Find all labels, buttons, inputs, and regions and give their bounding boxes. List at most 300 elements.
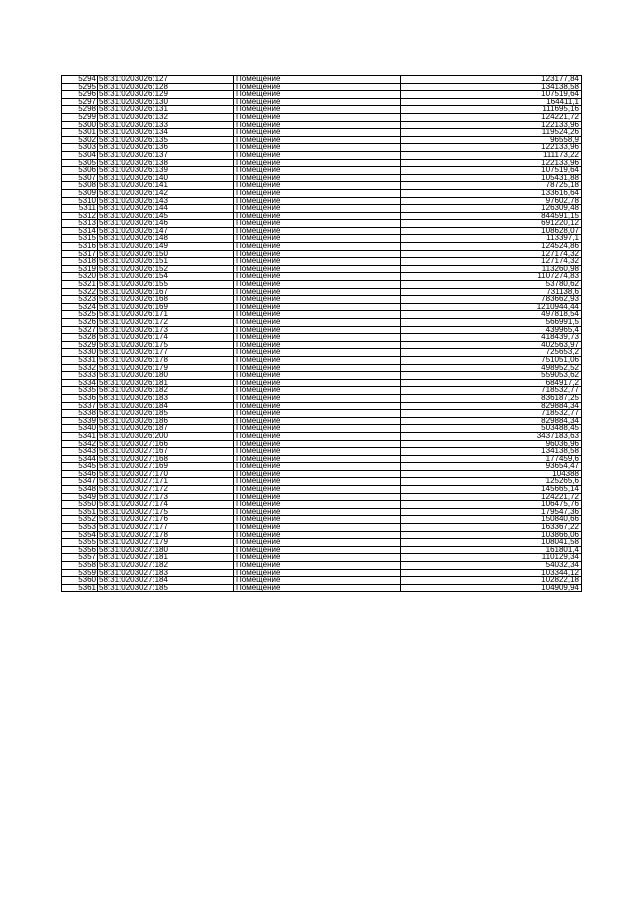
object-type-cell: Помещение — [234, 113, 401, 121]
cadastral-number-cell: 58:31:0203026:171 — [98, 311, 234, 319]
cadastral-value-cell: 104388 — [401, 470, 582, 478]
cadastral-number-cell: 58:31:0203027:172 — [98, 486, 234, 494]
table-row — [62, 493, 582, 501]
cadastral-number-cell: 58:31:0203027:182 — [98, 562, 234, 570]
table-row — [62, 106, 582, 114]
cadastral-number-cell: 58:31:0203027:175 — [98, 508, 234, 516]
table-row — [62, 470, 582, 478]
table-row — [62, 417, 582, 425]
cadastral-value-cell: 126309,48 — [401, 205, 582, 213]
object-type-cell: Помещение — [234, 227, 401, 235]
cadastral-number-cell: 58:31:0203027:183 — [98, 569, 234, 577]
table-row — [62, 288, 582, 296]
row-number-cell: 5322 — [62, 288, 98, 296]
table-row — [62, 524, 582, 532]
object-type-cell: Помещение — [234, 167, 401, 175]
object-type-cell: Помещение — [234, 554, 401, 562]
table-row — [62, 235, 582, 243]
cadastral-number-cell: 58:31:0203026:167 — [98, 288, 234, 296]
table-row — [62, 569, 582, 577]
cadastral-number-cell: 58:31:0203026:149 — [98, 243, 234, 251]
cadastral-value-cell: 497818,54 — [401, 311, 582, 319]
row-number-cell: 5347 — [62, 478, 98, 486]
table-row — [62, 296, 582, 304]
cadastral-number-cell: 58:31:0203026:173 — [98, 326, 234, 334]
cadastral-number-cell: 58:31:0203026:148 — [98, 235, 234, 243]
object-type-cell: Помещение — [234, 182, 401, 190]
cadastral-value-cell: 731138,6 — [401, 288, 582, 296]
table-row — [62, 76, 582, 84]
table-row — [62, 425, 582, 433]
row-number-cell: 5334 — [62, 379, 98, 387]
cadastral-value-cell: 3437183,63 — [401, 432, 582, 440]
cadastral-value-cell: 718532,77 — [401, 410, 582, 418]
row-number-cell: 5337 — [62, 402, 98, 410]
object-type-cell: Помещение — [234, 584, 401, 592]
cadastral-value-cell: 439965,4 — [401, 326, 582, 334]
object-type-cell: Помещение — [234, 379, 401, 387]
cadastral-value-cell: 1107274,83 — [401, 273, 582, 281]
cadastral-value-cell: 134138,58 — [401, 83, 582, 91]
object-type-cell: Помещение — [234, 470, 401, 478]
table-row — [62, 83, 582, 91]
object-type-cell: Помещение — [234, 577, 401, 585]
row-number-cell: 5332 — [62, 364, 98, 372]
cadastral-value-table — [61, 75, 582, 592]
table-row — [62, 387, 582, 395]
cadastral-value-cell: 78725,18 — [401, 182, 582, 190]
table-row — [62, 501, 582, 509]
cadastral-number-cell: 58:31:0203026:177 — [98, 349, 234, 357]
cadastral-value-cell: 124524,86 — [401, 243, 582, 251]
cadastral-number-cell: 58:31:0203026:129 — [98, 91, 234, 99]
table-row — [62, 197, 582, 205]
object-type-cell: Помещение — [234, 189, 401, 197]
table-row — [62, 356, 582, 364]
object-type-cell: Помещение — [234, 394, 401, 402]
cadastral-number-cell: 58:31:0203026:184 — [98, 402, 234, 410]
object-type-cell: Помещение — [234, 144, 401, 152]
cadastral-value-cell: 691220,12 — [401, 220, 582, 228]
row-number-cell: 5326 — [62, 319, 98, 327]
cadastral-number-cell: 58:31:0203027:174 — [98, 501, 234, 509]
row-number-cell: 5302 — [62, 136, 98, 144]
object-type-cell: Помещение — [234, 493, 401, 501]
row-number-cell: 5346 — [62, 470, 98, 478]
cadastral-value-cell: 97602,78 — [401, 197, 582, 205]
object-type-cell: Помещение — [234, 281, 401, 289]
cadastral-number-cell: 58:31:0203026:139 — [98, 167, 234, 175]
object-type-cell: Помещение — [234, 235, 401, 243]
row-number-cell: 5336 — [62, 394, 98, 402]
table-row — [62, 311, 582, 319]
cadastral-value-cell: 119524,26 — [401, 129, 582, 137]
cadastral-number-cell: 58:31:0203026:186 — [98, 417, 234, 425]
table-row — [62, 341, 582, 349]
table-row — [62, 349, 582, 357]
cadastral-value-cell: 145665,14 — [401, 486, 582, 494]
table-row — [62, 265, 582, 273]
table-row — [62, 394, 582, 402]
object-type-cell: Помещение — [234, 508, 401, 516]
row-number-cell: 5316 — [62, 243, 98, 251]
table-row — [62, 121, 582, 129]
row-number-cell: 5355 — [62, 539, 98, 547]
cadastral-number-cell: 58:31:0203026:169 — [98, 303, 234, 311]
table-row — [62, 113, 582, 121]
cadastral-number-cell: 58:31:0203026:155 — [98, 281, 234, 289]
table-row — [62, 91, 582, 99]
cadastral-number-cell: 58:31:0203027:171 — [98, 478, 234, 486]
table-row — [62, 136, 582, 144]
object-type-cell: Помещение — [234, 106, 401, 114]
object-type-cell: Помещение — [234, 151, 401, 159]
table-row — [62, 220, 582, 228]
row-number-cell: 5304 — [62, 151, 98, 159]
cadastral-number-cell: 58:31:0203026:151 — [98, 258, 234, 266]
row-number-cell: 5343 — [62, 448, 98, 456]
cadastral-number-cell: 58:31:0203026:134 — [98, 129, 234, 137]
object-type-cell: Помещение — [234, 311, 401, 319]
object-type-cell: Помещение — [234, 288, 401, 296]
cadastral-number-cell: 58:31:0203026:145 — [98, 212, 234, 220]
table-row — [62, 562, 582, 570]
row-number-cell: 5341 — [62, 432, 98, 440]
object-type-cell: Помещение — [234, 258, 401, 266]
cadastral-number-cell: 58:31:0203026:168 — [98, 296, 234, 304]
object-type-cell: Помещение — [234, 303, 401, 311]
object-type-cell: Помещение — [234, 448, 401, 456]
row-number-cell: 5358 — [62, 562, 98, 570]
object-type-cell: Помещение — [234, 410, 401, 418]
row-number-cell: 5315 — [62, 235, 98, 243]
table-row — [62, 174, 582, 182]
cadastral-value-cell: 122133,96 — [401, 159, 582, 167]
row-number-cell: 5299 — [62, 113, 98, 121]
cadastral-number-cell: 58:31:0203026:136 — [98, 144, 234, 152]
cadastral-number-cell: 58:31:0203026:175 — [98, 341, 234, 349]
table-row — [62, 448, 582, 456]
object-type-cell: Помещение — [234, 273, 401, 281]
row-number-cell: 5338 — [62, 410, 98, 418]
table-row — [62, 455, 582, 463]
row-number-cell: 5344 — [62, 455, 98, 463]
row-number-cell: 5298 — [62, 106, 98, 114]
cadastral-value-cell: 108041,58 — [401, 539, 582, 547]
table-row — [62, 243, 582, 251]
cadastral-value-cell: 402563,97 — [401, 341, 582, 349]
row-number-cell: 5318 — [62, 258, 98, 266]
cadastral-number-cell: 58:31:0203026:185 — [98, 410, 234, 418]
row-number-cell: 5342 — [62, 440, 98, 448]
table-row — [62, 478, 582, 486]
table-row — [62, 554, 582, 562]
row-number-cell: 5295 — [62, 83, 98, 91]
cadastral-value-cell: 122133,96 — [401, 144, 582, 152]
cadastral-value-cell: 503488,45 — [401, 425, 582, 433]
cadastral-number-cell: 58:31:0203026:187 — [98, 425, 234, 433]
row-number-cell: 5331 — [62, 356, 98, 364]
table-row — [62, 205, 582, 213]
cadastral-value-cell: 54032,34 — [401, 562, 582, 570]
row-number-cell: 5320 — [62, 273, 98, 281]
object-type-cell: Помещение — [234, 265, 401, 273]
cadastral-value-cell: 844591,15 — [401, 212, 582, 220]
cadastral-value-cell: 124221,72 — [401, 113, 582, 121]
cadastral-value-cell: 124221,72 — [401, 493, 582, 501]
cadastral-value-cell: 110129,34 — [401, 554, 582, 562]
row-number-cell: 5340 — [62, 425, 98, 433]
table-row — [62, 303, 582, 311]
cadastral-value-cell: 566991,5 — [401, 319, 582, 327]
cadastral-number-cell: 58:31:0203026:178 — [98, 356, 234, 364]
cadastral-number-cell: 58:31:0203027:166 — [98, 440, 234, 448]
cadastral-value-cell: 103344,12 — [401, 569, 582, 577]
row-number-cell: 5349 — [62, 493, 98, 501]
cadastral-number-cell: 58:31:0203027:168 — [98, 455, 234, 463]
row-number-cell: 5324 — [62, 303, 98, 311]
cadastral-number-cell: 58:31:0203026:144 — [98, 205, 234, 213]
cadastral-number-cell: 58:31:0203026:174 — [98, 334, 234, 342]
object-type-cell: Помещение — [234, 129, 401, 137]
row-number-cell: 5339 — [62, 417, 98, 425]
row-number-cell: 5351 — [62, 508, 98, 516]
table-row — [62, 98, 582, 106]
table-row — [62, 334, 582, 342]
object-type-cell: Помещение — [234, 387, 401, 395]
object-type-cell: Помещение — [234, 463, 401, 471]
cadastral-value-cell: 684917,2 — [401, 379, 582, 387]
object-type-cell: Помещение — [234, 83, 401, 91]
row-number-cell: 5317 — [62, 250, 98, 258]
row-number-cell: 5307 — [62, 174, 98, 182]
cadastral-value-cell: 125265,6 — [401, 478, 582, 486]
cadastral-number-cell: 58:31:0203026:142 — [98, 189, 234, 197]
table-row — [62, 144, 582, 152]
row-number-cell: 5361 — [62, 584, 98, 592]
cadastral-value-cell: 163367,22 — [401, 524, 582, 532]
cadastral-value-cell: 783662,93 — [401, 296, 582, 304]
table-row — [62, 432, 582, 440]
cadastral-value-cell: 107519,64 — [401, 167, 582, 175]
object-type-cell: Помещение — [234, 98, 401, 106]
cadastral-number-cell: 58:31:0203027:177 — [98, 524, 234, 532]
row-number-cell: 5309 — [62, 189, 98, 197]
table-row — [62, 227, 582, 235]
table-row — [62, 326, 582, 334]
cadastral-number-cell: 58:31:0203026:183 — [98, 394, 234, 402]
table-row — [62, 440, 582, 448]
cadastral-value-cell: 127174,32 — [401, 250, 582, 258]
cadastral-number-cell: 58:31:0203027:176 — [98, 516, 234, 524]
cadastral-value-cell: 498952,52 — [401, 364, 582, 372]
object-type-cell: Помещение — [234, 159, 401, 167]
row-number-cell: 5356 — [62, 546, 98, 554]
row-number-cell: 5335 — [62, 387, 98, 395]
cadastral-number-cell: 58:31:0203026:130 — [98, 98, 234, 106]
row-number-cell: 5312 — [62, 212, 98, 220]
object-type-cell: Помещение — [234, 197, 401, 205]
object-type-cell: Помещение — [234, 501, 401, 509]
cadastral-value-cell: 111173,22 — [401, 151, 582, 159]
cadastral-number-cell: 58:31:0203026:140 — [98, 174, 234, 182]
cadastral-number-cell: 58:31:0203027:179 — [98, 539, 234, 547]
object-type-cell: Помещение — [234, 356, 401, 364]
row-number-cell: 5348 — [62, 486, 98, 494]
object-type-cell: Помещение — [234, 91, 401, 99]
table-row — [62, 159, 582, 167]
table-row — [62, 372, 582, 380]
cadastral-value-cell: 104909,94 — [401, 584, 582, 592]
cadastral-value-cell: 725653,2 — [401, 349, 582, 357]
table-row — [62, 546, 582, 554]
cadastral-value-cell: 718532,77 — [401, 387, 582, 395]
cadastral-value-cell: 150840,66 — [401, 516, 582, 524]
row-number-cell: 5321 — [62, 281, 98, 289]
object-type-cell: Помещение — [234, 174, 401, 182]
table-row — [62, 410, 582, 418]
row-number-cell: 5313 — [62, 220, 98, 228]
cadastral-value-cell: 113260,98 — [401, 265, 582, 273]
cadastral-value-cell: 102822,18 — [401, 577, 582, 585]
row-number-cell: 5300 — [62, 121, 98, 129]
cadastral-value-cell: 836187,25 — [401, 394, 582, 402]
row-number-cell: 5303 — [62, 144, 98, 152]
row-number-cell: 5311 — [62, 205, 98, 213]
object-type-cell: Помещение — [234, 455, 401, 463]
object-type-cell: Помещение — [234, 212, 401, 220]
cadastral-number-cell: 58:31:0203026:154 — [98, 273, 234, 281]
object-type-cell: Помещение — [234, 76, 401, 84]
row-number-cell: 5325 — [62, 311, 98, 319]
cadastral-number-cell: 58:31:0203026:146 — [98, 220, 234, 228]
object-type-cell: Помещение — [234, 432, 401, 440]
cadastral-value-cell: 751051,06 — [401, 356, 582, 364]
table-row — [62, 151, 582, 159]
cadastral-value-cell: 161801,4 — [401, 546, 582, 554]
cadastral-value-cell: 113397,1 — [401, 235, 582, 243]
row-number-cell: 5305 — [62, 159, 98, 167]
cadastral-value-cell: 829884,34 — [401, 402, 582, 410]
row-number-cell: 5297 — [62, 98, 98, 106]
cadastral-value-cell: 111695,16 — [401, 106, 582, 114]
object-type-cell: Помещение — [234, 546, 401, 554]
cadastral-value-cell: 103866,06 — [401, 531, 582, 539]
table-row — [62, 319, 582, 327]
object-type-cell: Помещение — [234, 569, 401, 577]
object-type-cell: Помещение — [234, 562, 401, 570]
object-type-cell: Помещение — [234, 402, 401, 410]
cadastral-number-cell: 58:31:0203026:137 — [98, 151, 234, 159]
cadastral-number-cell: 58:31:0203026:180 — [98, 372, 234, 380]
row-number-cell: 5327 — [62, 326, 98, 334]
cadastral-value-cell: 96036,96 — [401, 440, 582, 448]
row-number-cell: 5333 — [62, 372, 98, 380]
row-number-cell: 5329 — [62, 341, 98, 349]
cadastral-number-cell: 58:31:0203026:182 — [98, 387, 234, 395]
cadastral-number-cell: 58:31:0203026:143 — [98, 197, 234, 205]
cadastral-number-cell: 58:31:0203027:180 — [98, 546, 234, 554]
cadastral-value-cell: 106475,76 — [401, 501, 582, 509]
row-number-cell: 5352 — [62, 516, 98, 524]
object-type-cell: Помещение — [234, 341, 401, 349]
cadastral-number-cell: 58:31:0203026:131 — [98, 106, 234, 114]
object-type-cell: Помещение — [234, 220, 401, 228]
table-body — [62, 76, 582, 592]
table-row — [62, 584, 582, 592]
row-number-cell: 5353 — [62, 524, 98, 532]
table-row — [62, 508, 582, 516]
object-type-cell: Помещение — [234, 243, 401, 251]
row-number-cell: 5330 — [62, 349, 98, 357]
table-row — [62, 273, 582, 281]
object-type-cell: Помещение — [234, 319, 401, 327]
cadastral-number-cell: 58:31:0203027:181 — [98, 554, 234, 562]
object-type-cell: Помещение — [234, 326, 401, 334]
table-row — [62, 577, 582, 585]
table-row — [62, 379, 582, 387]
object-type-cell: Помещение — [234, 364, 401, 372]
cadastral-number-cell: 58:31:0203026:141 — [98, 182, 234, 190]
object-type-cell: Помещение — [234, 478, 401, 486]
cadastral-value-cell: 179547,36 — [401, 508, 582, 516]
row-number-cell: 5323 — [62, 296, 98, 304]
row-number-cell: 5310 — [62, 197, 98, 205]
cadastral-value-cell: 164411,1 — [401, 98, 582, 106]
cadastral-number-cell: 58:31:0203026:128 — [98, 83, 234, 91]
table-row — [62, 516, 582, 524]
table-row — [62, 258, 582, 266]
cadastral-value-cell: 829884,34 — [401, 417, 582, 425]
table-row — [62, 463, 582, 471]
row-number-cell: 5301 — [62, 129, 98, 137]
object-type-cell: Помещение — [234, 440, 401, 448]
table-row — [62, 212, 582, 220]
row-number-cell: 5345 — [62, 463, 98, 471]
cadastral-value-cell: 108628,07 — [401, 227, 582, 235]
table-row — [62, 281, 582, 289]
cadastral-value-cell: 1210944,44 — [401, 303, 582, 311]
object-type-cell: Помещение — [234, 349, 401, 357]
cadastral-value-cell: 107519,64 — [401, 91, 582, 99]
object-type-cell: Помещение — [234, 296, 401, 304]
row-number-cell: 5328 — [62, 334, 98, 342]
row-number-cell: 5294 — [62, 76, 98, 84]
object-type-cell: Помещение — [234, 531, 401, 539]
object-type-cell: Помещение — [234, 334, 401, 342]
row-number-cell: 5360 — [62, 577, 98, 585]
cadastral-number-cell: 58:31:0203026:132 — [98, 113, 234, 121]
cadastral-number-cell: 58:31:0203026:181 — [98, 379, 234, 387]
table-row — [62, 531, 582, 539]
object-type-cell: Помещение — [234, 205, 401, 213]
cadastral-number-cell: 58:31:0203026:138 — [98, 159, 234, 167]
cadastral-number-cell: 58:31:0203026:172 — [98, 319, 234, 327]
cadastral-value-cell: 53780,62 — [401, 281, 582, 289]
table-row — [62, 486, 582, 494]
cadastral-number-cell: 58:31:0203027:184 — [98, 577, 234, 585]
object-type-cell: Помещение — [234, 539, 401, 547]
cadastral-number-cell: 58:31:0203027:173 — [98, 493, 234, 501]
object-type-cell: Помещение — [234, 372, 401, 380]
cadastral-value-cell: 93654,47 — [401, 463, 582, 471]
cadastral-number-cell: 58:31:0203027:167 — [98, 448, 234, 456]
row-number-cell: 5306 — [62, 167, 98, 175]
row-number-cell: 5319 — [62, 265, 98, 273]
row-number-cell: 5350 — [62, 501, 98, 509]
cadastral-value-cell: 96558,9 — [401, 136, 582, 144]
object-type-cell: Помещение — [234, 417, 401, 425]
